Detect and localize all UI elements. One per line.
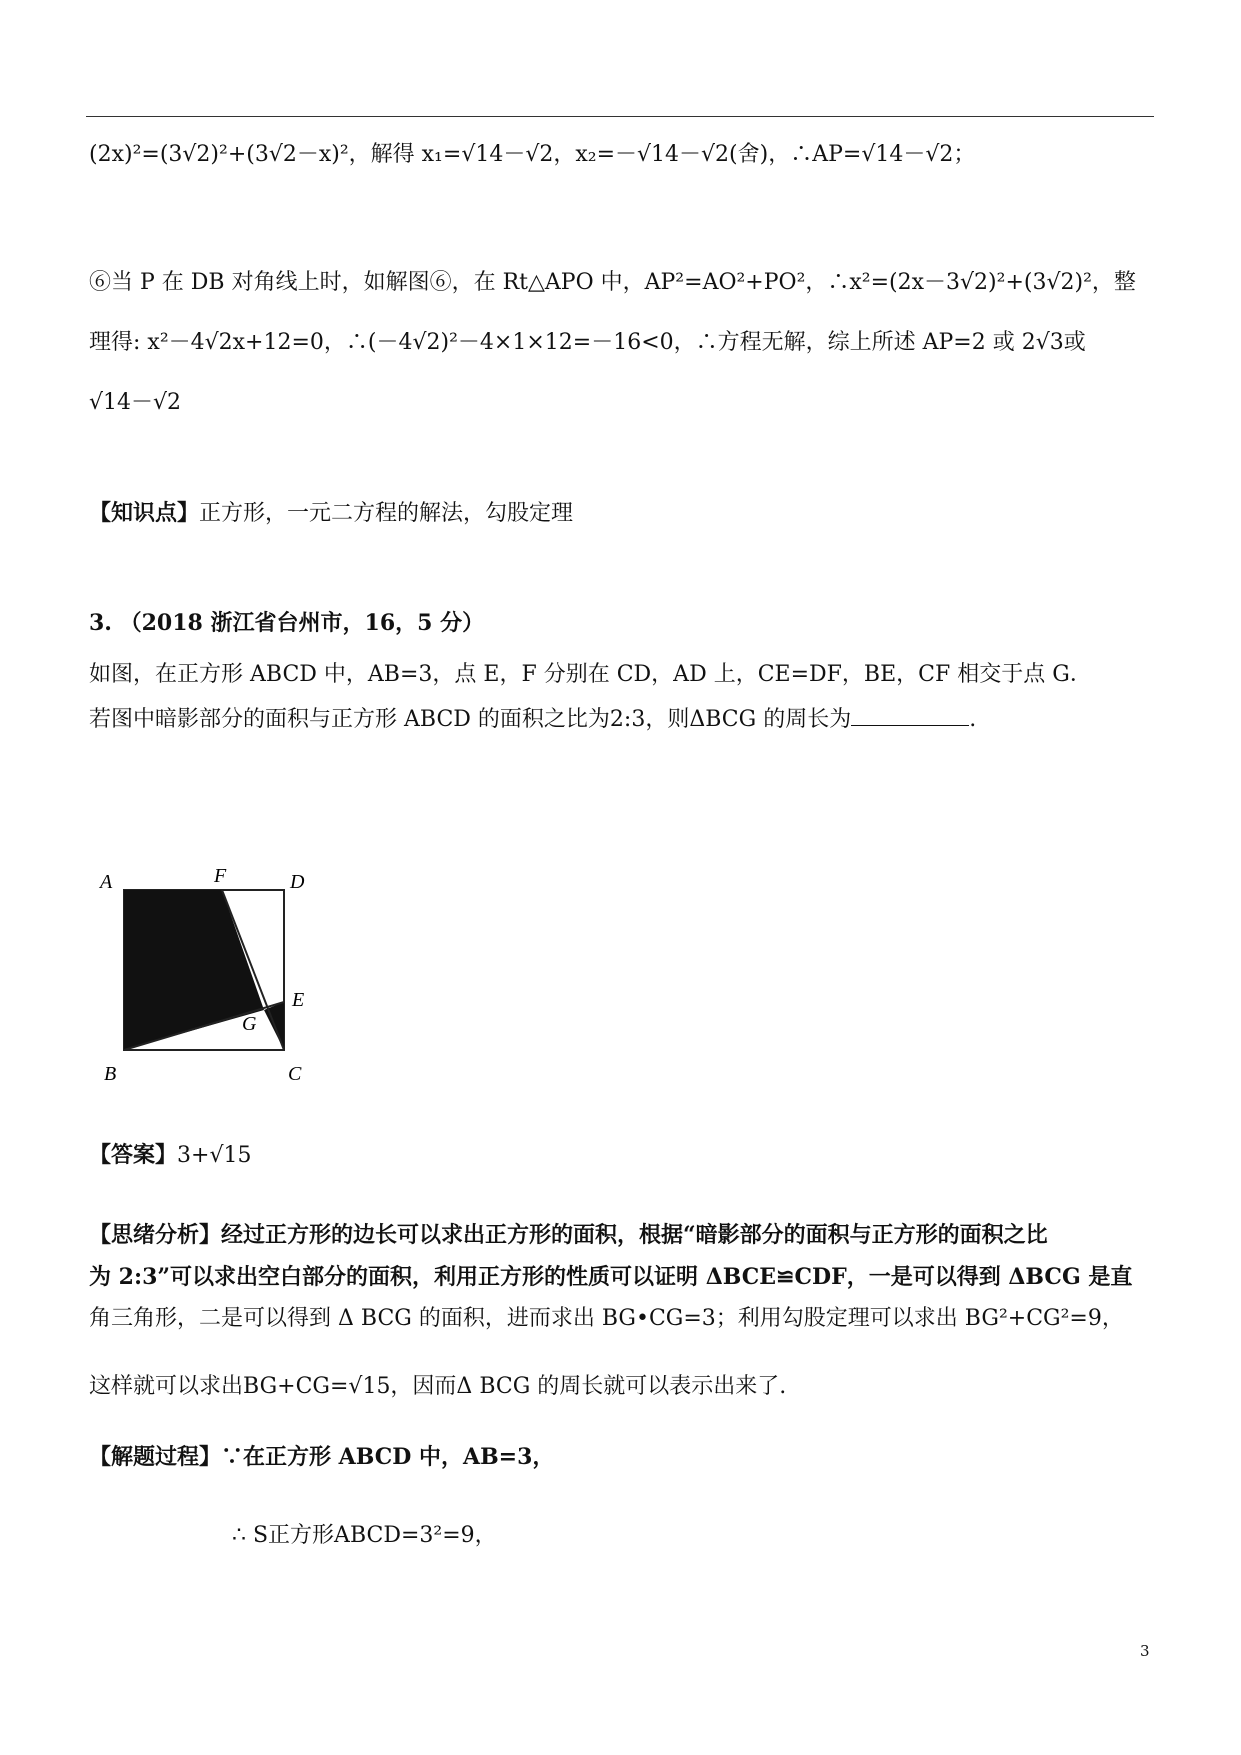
problem-line-2-text: 若图中暗影部分的面积与正方形 ABCD 的面积之比为2:3，则ΔBCG 的周长为	[89, 707, 852, 732]
label-A: A	[100, 871, 113, 893]
solution-line-1: (2x)²=(3√2)²+(3√2－x)²，解得 x₁=√14－√2，x₂=－√14－√2(舍)，∴AP=√14－√2；	[89, 142, 976, 167]
problem-line-2	[89, 705, 976, 735]
analysis-line-3: 角三角形，二是可以得到 Δ BCG 的面积，进而求出 BG•CG=3；利用勾股定理可以求出 BG²+CG²=9，	[89, 1306, 1124, 1331]
solution-line-3: 理得: x²－4√2x+12=0，∴(－4√2)²－4×1×12=－16<0，∴方程无解，综上所述 AP=2 或 2√3或	[89, 330, 1086, 355]
problem-line-2-end: .	[969, 707, 977, 732]
knowledge-text: 正方形，一元二方程的解法，勾股定理	[199, 501, 574, 526]
knowledge-point	[89, 498, 573, 529]
answer	[89, 1140, 251, 1171]
square-figure	[92, 860, 342, 1100]
answer-value: 3+√15	[177, 1143, 252, 1168]
area-formula: ∴ S正方形ABCD=3²=9，	[232, 1523, 497, 1548]
solution-line-2: ⑥当 P 在 DB 对角线上时，如解图⑥，在 Rt△APO 中，AP²=AO²+PO²，∴x²=(2x－3√2)²+(3√2)²，整	[89, 270, 1136, 295]
answer-label: 【答案】	[89, 1142, 178, 1168]
label-F: F	[214, 865, 227, 887]
analysis-label: 【思绪分析】	[89, 1222, 222, 1248]
answer-blank	[851, 705, 969, 726]
solution-process	[89, 1442, 554, 1473]
label-B: B	[104, 1063, 117, 1085]
analysis-line-4: 这样就可以求出BG+CG=√15，因而Δ BCG 的周长就可以表示出来了.	[89, 1374, 787, 1399]
solution-text-1: ∵在正方形 ABCD 中，AB=3，	[221, 1444, 555, 1470]
label-C: C	[288, 1063, 302, 1085]
problem-heading: 3. （2018 浙江省台州市，16，5 分）	[89, 610, 485, 636]
label-E: E	[292, 989, 305, 1011]
analysis-text-1: 经过正方形的边长可以求出正方形的面积，根据“暗影部分的面积与正方形的面积之比	[221, 1222, 1048, 1248]
solution-label: 【解题过程】	[89, 1444, 222, 1470]
label-G: G	[242, 1013, 257, 1035]
analysis-line-1	[89, 1220, 1048, 1251]
analysis-line-2: 为 2:3”可以求出空白部分的面积，利用正方形的性质可以证明 ΔBCE≌CDF，一是可以得到 ΔBCG 是直	[89, 1264, 1133, 1290]
page-number: 3	[1140, 1642, 1150, 1660]
knowledge-label: 【知识点】	[89, 500, 200, 526]
header-rule	[86, 116, 1154, 117]
solution-line-4: √14－√2	[89, 390, 182, 415]
label-D: D	[290, 871, 305, 893]
problem-line-1: 如图，在正方形 ABCD 中，AB=3，点 E，F 分别在 CD，AD 上，CE=DF，BE，CF 相交于点 G．	[89, 662, 1092, 687]
